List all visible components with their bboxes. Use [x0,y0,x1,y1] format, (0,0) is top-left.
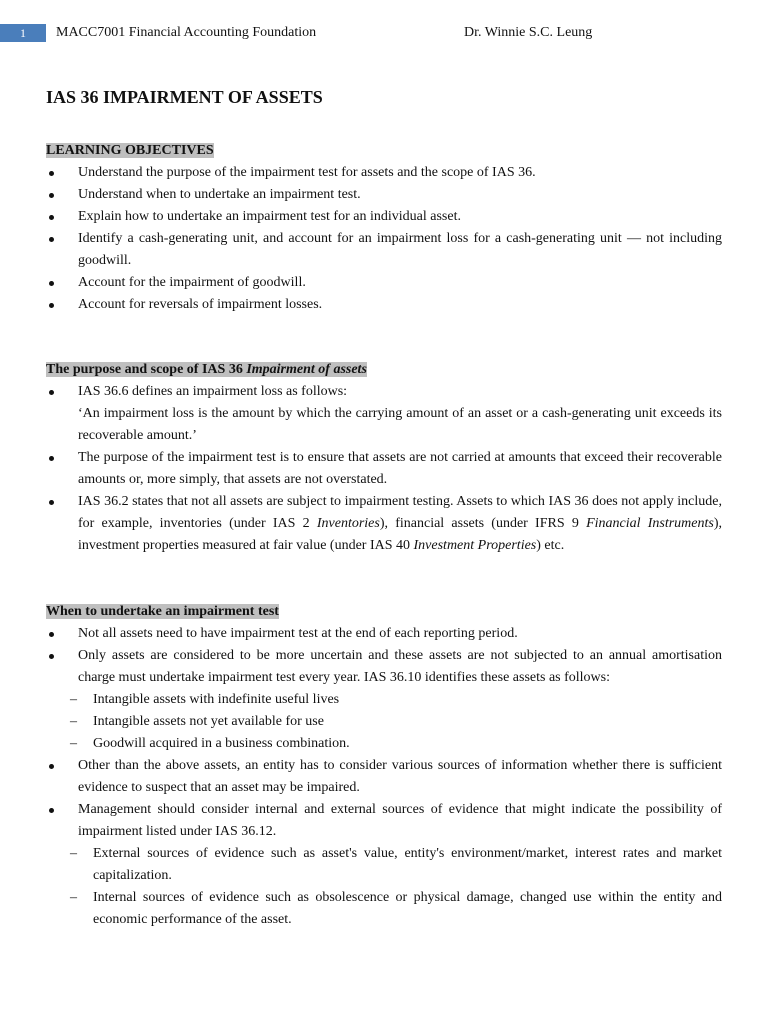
document-title: IAS 36 IMPAIRMENT OF ASSETS [46,87,323,107]
learning-objectives-heading: LEARNING OBJECTIVES [46,143,214,158]
purpose-scope-list [46,381,722,557]
when-test-list-continued [46,755,722,843]
when-test-heading: When to undertake an impairment test [46,604,279,619]
when-test-list [46,623,722,689]
sub-list-item: – Intangible assets with indefinite useful lives [46,689,722,711]
sub-list-item: – Goodwill acquired in a business combination. [46,733,722,755]
author-name: Dr. Winnie S.C. Leung [464,25,593,40]
list-item: Other than the above assets, an entity has to consider various sources of information whether there is sufficient evidence to suspect that an asset may be impaired. [46,755,722,799]
definition-quote: ‘An impairment loss is the amount by which the carrying amount of an asset or a cash-generating unit exceeds its recoverable amount.’ [78,406,722,443]
sub-list-item: – Internal sources of evidence such as obsolescence or physical damage, changed use within the entity and economic performance of the asset. [46,887,722,931]
list-item: Account for reversals of impairment losses. [46,294,722,316]
list-item: Identify a cash-generating unit, and account for an impairment loss for a cash-generating unit — not including goodwill. [46,228,722,272]
list-item: Account for the impairment of goodwill. [46,272,722,294]
course-title: MACC7001 Financial Accounting Foundation [56,25,317,40]
purpose-scope-heading: The purpose and scope of IAS 36 Impairment of assets [46,362,367,377]
evidence-sublist [46,843,722,931]
sub-list-item: – Intangible assets not yet available for use [46,711,722,733]
page-number: 1 [0,24,46,42]
learning-objectives-list [46,162,722,316]
assets-sublist [46,689,722,755]
list-item: Management should consider internal and external sources of evidence that might indicate the possibility of impairment listed under IAS 36.12. [46,799,722,843]
list-item: Not all assets need to have impairment test at the end of each reporting period. [46,623,722,645]
list-item: Understand when to undertake an impairment test. [46,184,722,206]
list-item: IAS 36.2 states that not all assets are subject to impairment testing. Assets to which IAS 36 does not apply include, for example, inventories (under IAS 2 Inventories), financial assets (under IFRS 9 Financial Instruments), investment properties measured at fair value (under IAS 40 Investment Properties) etc. [46,491,722,557]
sub-list-item: – External sources of evidence such as asset's value, entity's environment/market, interest rates and market capitalization. [46,843,722,887]
list-item: IAS 36.6 defines an impairment loss as follows: ‘An impairment loss is the amount by which the carrying amount of an asset or a cash-generating unit exceeds its recoverable amount.’ [46,381,722,447]
list-item: Only assets are considered to be more uncertain and these assets are not subjected to an annual amortisation charge must undertake impairment test every year. IAS 36.10 identifies these assets as follows: [46,645,722,689]
list-item: Understand the purpose of the impairment test for assets and the scope of IAS 36. [46,162,722,184]
list-item: The purpose of the impairment test is to ensure that assets are not carried at amounts that exceed their recoverable amounts or, more simply, that assets are not overstated. [46,447,722,491]
list-item: Explain how to undertake an impairment test for an individual asset. [46,206,722,228]
document-body [46,84,722,931]
page-header [0,24,768,44]
